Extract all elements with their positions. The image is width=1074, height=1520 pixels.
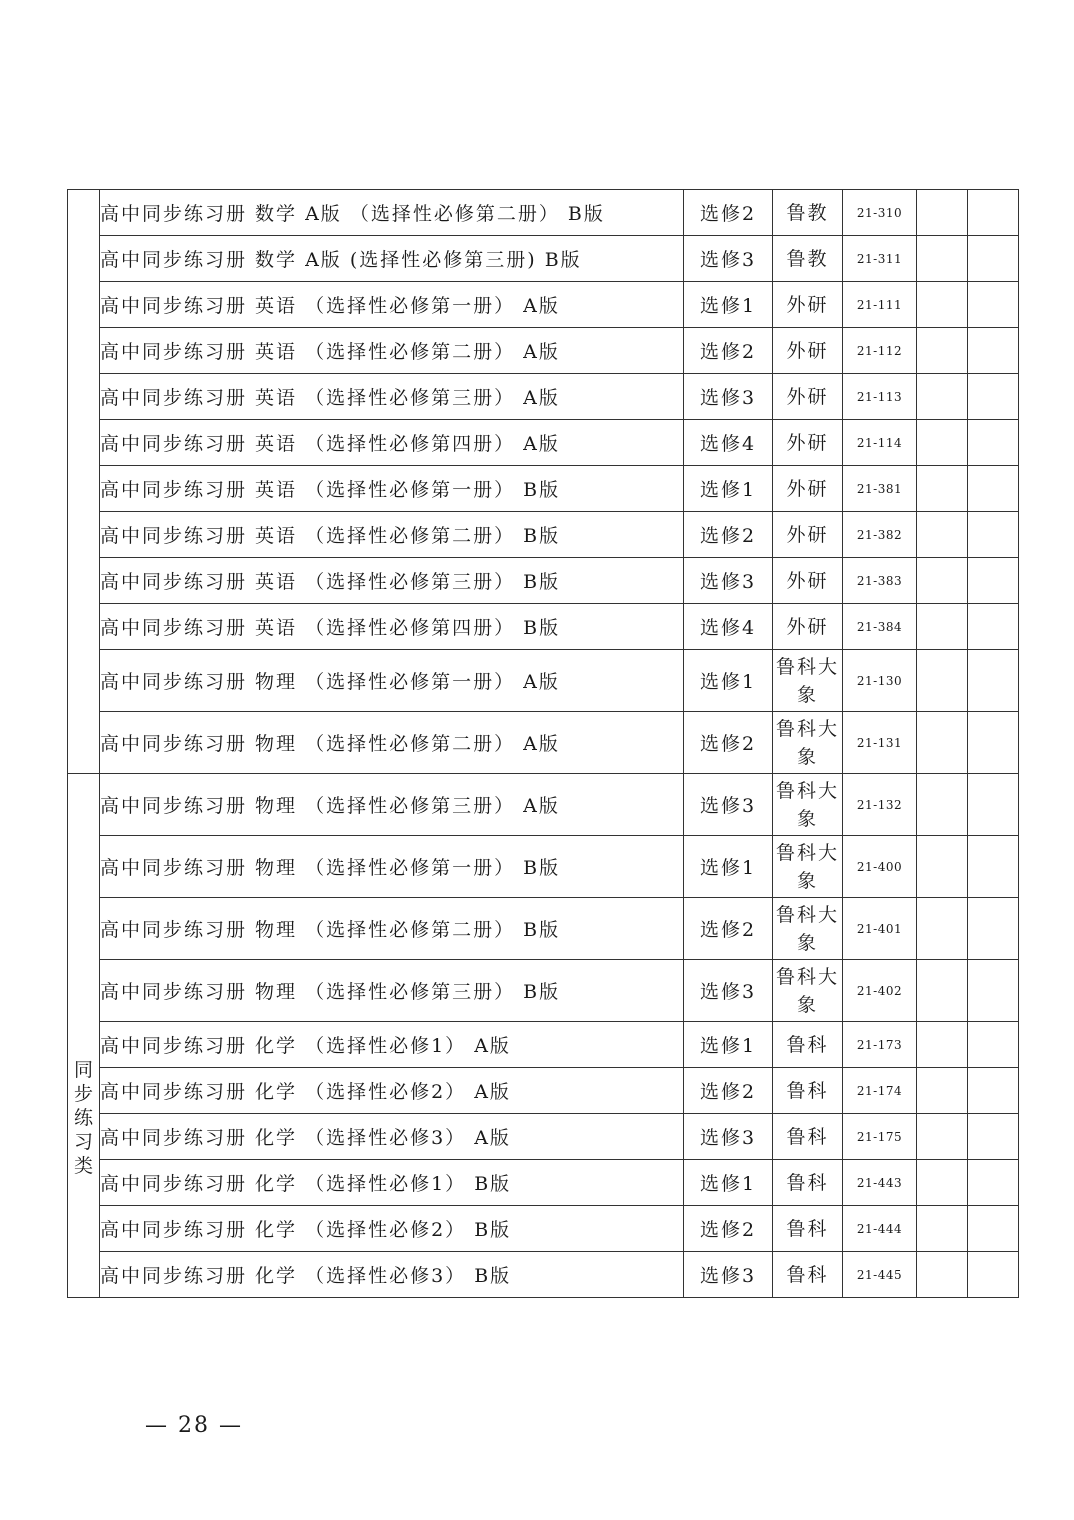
blank-cell-2 bbox=[968, 374, 1019, 420]
blank-cell-1 bbox=[917, 650, 968, 712]
table-row bbox=[68, 712, 1019, 774]
grade-cell: 选修1 bbox=[684, 650, 773, 712]
table-row bbox=[68, 774, 1019, 836]
code-cell: 21-132 bbox=[843, 774, 917, 836]
code-cell: 21-383 bbox=[843, 558, 917, 604]
grade-cell: 选修2 bbox=[684, 190, 773, 236]
book-title: 高中同步练习册 英语 （选择性必修第二册） B版 bbox=[100, 512, 684, 558]
blank-cell-2 bbox=[968, 558, 1019, 604]
category-label: 同步练习类 bbox=[73, 1058, 93, 1177]
book-title: 高中同步练习册 英语 （选择性必修第四册） A版 bbox=[100, 420, 684, 466]
blank-cell-2 bbox=[968, 898, 1019, 960]
grade-cell: 选修1 bbox=[684, 1160, 773, 1206]
book-title: 高中同步练习册 英语 （选择性必修第二册） A版 bbox=[100, 328, 684, 374]
table-row bbox=[68, 604, 1019, 650]
blank-cell-1 bbox=[917, 328, 968, 374]
table-row bbox=[68, 1068, 1019, 1114]
table-row bbox=[68, 836, 1019, 898]
code-cell: 21-311 bbox=[843, 236, 917, 282]
table-row bbox=[68, 190, 1019, 236]
blank-cell-2 bbox=[968, 960, 1019, 1022]
grade-cell: 选修2 bbox=[684, 898, 773, 960]
code-cell: 21-111 bbox=[843, 282, 917, 328]
book-title: 高中同步练习册 化学 （选择性必修2） B版 bbox=[100, 1206, 684, 1252]
blank-cell-2 bbox=[968, 328, 1019, 374]
publisher-cell: 外研 bbox=[773, 512, 843, 558]
category-cell bbox=[68, 774, 100, 1298]
grade-cell: 选修1 bbox=[684, 836, 773, 898]
blank-cell-2 bbox=[968, 604, 1019, 650]
blank-cell-2 bbox=[968, 420, 1019, 466]
blank-cell-1 bbox=[917, 512, 968, 558]
publisher-cell: 鲁科大象 bbox=[773, 712, 843, 774]
blank-cell-2 bbox=[968, 190, 1019, 236]
publisher-cell: 鲁科大象 bbox=[773, 960, 843, 1022]
blank-cell-2 bbox=[968, 1114, 1019, 1160]
blank-cell-2 bbox=[968, 774, 1019, 836]
book-title: 高中同步练习册 化学 （选择性必修1） A版 bbox=[100, 1022, 684, 1068]
publisher-cell: 鲁科 bbox=[773, 1160, 843, 1206]
blank-cell-1 bbox=[917, 1160, 968, 1206]
book-title: 高中同步练习册 物理 （选择性必修第三册） A版 bbox=[100, 774, 684, 836]
blank-cell-2 bbox=[968, 836, 1019, 898]
blank-cell-1 bbox=[917, 1022, 968, 1068]
book-title: 高中同步练习册 物理 （选择性必修第一册） B版 bbox=[100, 836, 684, 898]
publisher-cell: 鲁科 bbox=[773, 1252, 843, 1298]
book-title: 高中同步练习册 英语 （选择性必修第一册） A版 bbox=[100, 282, 684, 328]
publisher-cell: 鲁科大象 bbox=[773, 650, 843, 712]
code-cell: 21-174 bbox=[843, 1068, 917, 1114]
book-title: 高中同步练习册 英语 （选择性必修第三册） A版 bbox=[100, 374, 684, 420]
grade-cell: 选修3 bbox=[684, 960, 773, 1022]
grade-cell: 选修2 bbox=[684, 1206, 773, 1252]
table-row bbox=[68, 1160, 1019, 1206]
table-row bbox=[68, 960, 1019, 1022]
blank-cell-1 bbox=[917, 1252, 968, 1298]
code-cell: 21-445 bbox=[843, 1252, 917, 1298]
grade-cell: 选修4 bbox=[684, 604, 773, 650]
code-cell: 21-114 bbox=[843, 420, 917, 466]
blank-cell-1 bbox=[917, 282, 968, 328]
grade-cell: 选修3 bbox=[684, 374, 773, 420]
grade-cell: 选修2 bbox=[684, 1068, 773, 1114]
book-title: 高中同步练习册 化学 （选择性必修1） B版 bbox=[100, 1160, 684, 1206]
book-title: 高中同步练习册 化学 （选择性必修3） A版 bbox=[100, 1114, 684, 1160]
book-title: 高中同步练习册 英语 （选择性必修第一册） B版 bbox=[100, 466, 684, 512]
code-cell: 21-443 bbox=[843, 1160, 917, 1206]
table-row bbox=[68, 898, 1019, 960]
blank-cell-1 bbox=[917, 1206, 968, 1252]
book-title: 高中同步练习册 物理 （选择性必修第三册） B版 bbox=[100, 960, 684, 1022]
blank-cell-2 bbox=[968, 1206, 1019, 1252]
blank-cell-2 bbox=[968, 650, 1019, 712]
publisher-cell: 外研 bbox=[773, 558, 843, 604]
blank-cell-1 bbox=[917, 604, 968, 650]
textbook-table bbox=[67, 189, 1019, 1298]
table-row bbox=[68, 512, 1019, 558]
blank-cell-1 bbox=[917, 374, 968, 420]
code-cell: 21-444 bbox=[843, 1206, 917, 1252]
code-cell: 21-384 bbox=[843, 604, 917, 650]
publisher-cell: 鲁教 bbox=[773, 190, 843, 236]
publisher-cell: 外研 bbox=[773, 282, 843, 328]
publisher-cell: 外研 bbox=[773, 420, 843, 466]
publisher-cell: 外研 bbox=[773, 466, 843, 512]
table-row bbox=[68, 558, 1019, 604]
blank-cell-1 bbox=[917, 190, 968, 236]
table-row bbox=[68, 236, 1019, 282]
code-cell: 21-173 bbox=[843, 1022, 917, 1068]
blank-cell-1 bbox=[917, 236, 968, 282]
publisher-cell: 鲁科 bbox=[773, 1022, 843, 1068]
table-row bbox=[68, 1022, 1019, 1068]
page-number: — 28 — bbox=[145, 1413, 243, 1438]
code-cell: 21-113 bbox=[843, 374, 917, 420]
blank-cell-1 bbox=[917, 466, 968, 512]
publisher-cell: 鲁科大象 bbox=[773, 774, 843, 836]
code-cell: 21-310 bbox=[843, 190, 917, 236]
grade-cell: 选修2 bbox=[684, 328, 773, 374]
grade-cell: 选修1 bbox=[684, 466, 773, 512]
book-title: 高中同步练习册 物理 （选择性必修第一册） A版 bbox=[100, 650, 684, 712]
publisher-cell: 鲁科大象 bbox=[773, 898, 843, 960]
publisher-cell: 鲁科大象 bbox=[773, 836, 843, 898]
grade-cell: 选修4 bbox=[684, 420, 773, 466]
blank-cell-2 bbox=[968, 512, 1019, 558]
grade-cell: 选修2 bbox=[684, 512, 773, 558]
blank-cell-2 bbox=[968, 236, 1019, 282]
code-cell: 21-130 bbox=[843, 650, 917, 712]
blank-cell-1 bbox=[917, 960, 968, 1022]
grade-cell: 选修3 bbox=[684, 236, 773, 282]
table-row bbox=[68, 420, 1019, 466]
publisher-cell: 外研 bbox=[773, 328, 843, 374]
table-row bbox=[68, 1252, 1019, 1298]
grade-cell: 选修2 bbox=[684, 712, 773, 774]
grade-cell: 选修1 bbox=[684, 1022, 773, 1068]
code-cell: 21-401 bbox=[843, 898, 917, 960]
code-cell: 21-112 bbox=[843, 328, 917, 374]
code-cell: 21-175 bbox=[843, 1114, 917, 1160]
book-title: 高中同步练习册 化学 （选择性必修3） B版 bbox=[100, 1252, 684, 1298]
grade-cell: 选修3 bbox=[684, 1114, 773, 1160]
blank-cell-2 bbox=[968, 466, 1019, 512]
blank-cell-2 bbox=[968, 1068, 1019, 1114]
code-cell: 21-131 bbox=[843, 712, 917, 774]
blank-cell-1 bbox=[917, 1068, 968, 1114]
book-title: 高中同步练习册 英语 （选择性必修第三册） B版 bbox=[100, 558, 684, 604]
blank-cell-2 bbox=[968, 712, 1019, 774]
blank-cell-1 bbox=[917, 420, 968, 466]
book-title: 高中同步练习册 数学 A版 （选择性必修第二册） B版 bbox=[100, 190, 684, 236]
category-cell-continued bbox=[68, 190, 100, 774]
blank-cell-1 bbox=[917, 836, 968, 898]
grade-cell: 选修3 bbox=[684, 774, 773, 836]
grade-cell: 选修3 bbox=[684, 558, 773, 604]
book-title: 高中同步练习册 英语 （选择性必修第四册） B版 bbox=[100, 604, 684, 650]
grade-cell: 选修1 bbox=[684, 282, 773, 328]
blank-cell-1 bbox=[917, 558, 968, 604]
blank-cell-2 bbox=[968, 1022, 1019, 1068]
table-row bbox=[68, 466, 1019, 512]
code-cell: 21-382 bbox=[843, 512, 917, 558]
publisher-cell: 外研 bbox=[773, 374, 843, 420]
blank-cell-2 bbox=[968, 1252, 1019, 1298]
book-title: 高中同步练习册 数学 A版 (选择性必修第三册) B版 bbox=[100, 236, 684, 282]
code-cell: 21-402 bbox=[843, 960, 917, 1022]
table-row bbox=[68, 374, 1019, 420]
code-cell: 21-400 bbox=[843, 836, 917, 898]
code-cell: 21-381 bbox=[843, 466, 917, 512]
table-row bbox=[68, 282, 1019, 328]
book-title: 高中同步练习册 化学 （选择性必修2） A版 bbox=[100, 1068, 684, 1114]
publisher-cell: 鲁教 bbox=[773, 236, 843, 282]
table-row bbox=[68, 328, 1019, 374]
blank-cell-2 bbox=[968, 282, 1019, 328]
publisher-cell: 外研 bbox=[773, 604, 843, 650]
blank-cell-1 bbox=[917, 712, 968, 774]
publisher-cell: 鲁科 bbox=[773, 1114, 843, 1160]
blank-cell-1 bbox=[917, 774, 968, 836]
blank-cell-1 bbox=[917, 898, 968, 960]
blank-cell-2 bbox=[968, 1160, 1019, 1206]
book-title: 高中同步练习册 物理 （选择性必修第二册） B版 bbox=[100, 898, 684, 960]
book-title: 高中同步练习册 物理 （选择性必修第二册） A版 bbox=[100, 712, 684, 774]
publisher-cell: 鲁科 bbox=[773, 1068, 843, 1114]
publisher-cell: 鲁科 bbox=[773, 1206, 843, 1252]
table-row bbox=[68, 1206, 1019, 1252]
grade-cell: 选修3 bbox=[684, 1252, 773, 1298]
table-row bbox=[68, 1114, 1019, 1160]
blank-cell-1 bbox=[917, 1114, 968, 1160]
table-row bbox=[68, 650, 1019, 712]
